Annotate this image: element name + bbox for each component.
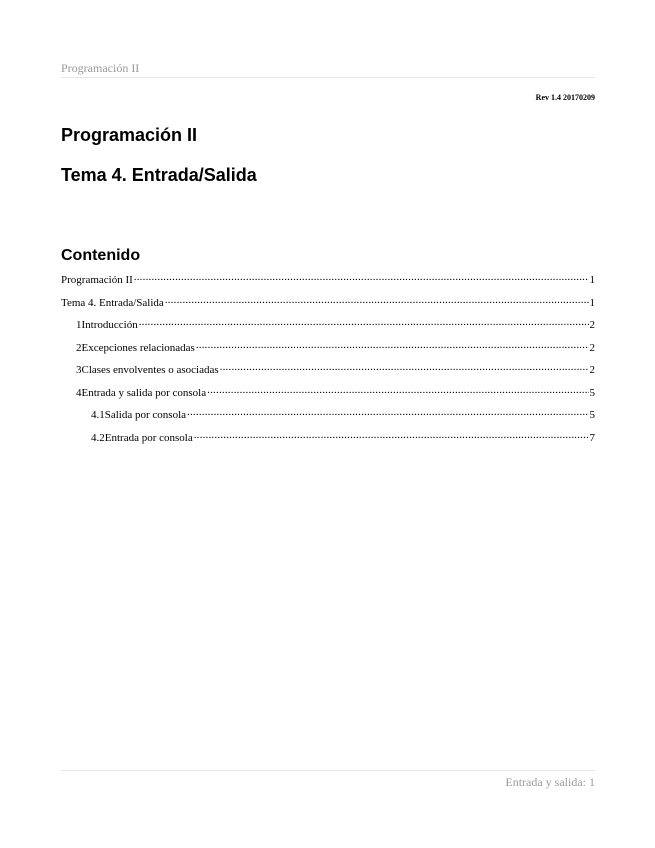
table-of-contents xyxy=(61,269,595,449)
toc-leader-dots xyxy=(220,361,589,373)
toc-entry-label[interactable]: 2Excepciones relacionadas xyxy=(76,341,195,354)
toc-leader-dots xyxy=(134,271,589,283)
toc-entry-page: 7 xyxy=(589,431,595,444)
toc-entry[interactable] xyxy=(61,269,595,292)
toc-entry-label[interactable]: 3Clases envolventes o asociadas xyxy=(76,364,219,376)
revision-label: Rev 1.4 20170209 xyxy=(535,93,595,102)
toc-entry[interactable] xyxy=(61,337,595,360)
toc-entry-label[interactable]: Tema 4. Entrada/Salida xyxy=(61,296,164,309)
toc-leader-dots xyxy=(139,316,589,328)
toc-leader-dots xyxy=(207,384,588,396)
toc-entry-page: 2 xyxy=(589,364,595,376)
toc-entry-page: 1 xyxy=(589,274,595,286)
toc-entry-label[interactable]: 4.1Salida por consola xyxy=(91,409,187,421)
toc-entry[interactable] xyxy=(61,427,595,450)
toc-entry-page: 2 xyxy=(589,341,595,354)
toc-leader-dots xyxy=(165,294,589,306)
toc-entry[interactable] xyxy=(61,382,595,405)
toc-leader-dots xyxy=(194,429,589,441)
toc-entry-label[interactable]: 4Entrada y salida por consola xyxy=(76,386,207,399)
document-title: Programación II xyxy=(61,125,198,145)
toc-entry-page: 2 xyxy=(589,319,595,331)
toc-entry-page: 1 xyxy=(589,296,595,309)
toc-entry[interactable] xyxy=(61,404,595,427)
toc-entry[interactable] xyxy=(61,314,595,337)
toc-leader-dots xyxy=(196,339,589,351)
toc-entry-label[interactable]: 1Introducción xyxy=(76,319,138,331)
document-subtitle: Tema 4. Entrada/Salida xyxy=(61,165,257,185)
page-header: Programación II xyxy=(61,60,595,78)
toc-leader-dots xyxy=(187,406,588,418)
toc-entry[interactable] xyxy=(61,292,595,315)
toc-entry-label[interactable]: Programación II xyxy=(61,274,133,286)
toc-entry-page: 5 xyxy=(589,409,595,421)
page-footer: Entrada y salida: 1 xyxy=(61,770,595,791)
toc-entry-page: 5 xyxy=(589,386,595,399)
toc-entry[interactable] xyxy=(61,359,595,382)
toc-entry-label[interactable]: 4.2Entrada por consola xyxy=(91,431,193,444)
toc-heading: Contenido xyxy=(61,247,141,264)
